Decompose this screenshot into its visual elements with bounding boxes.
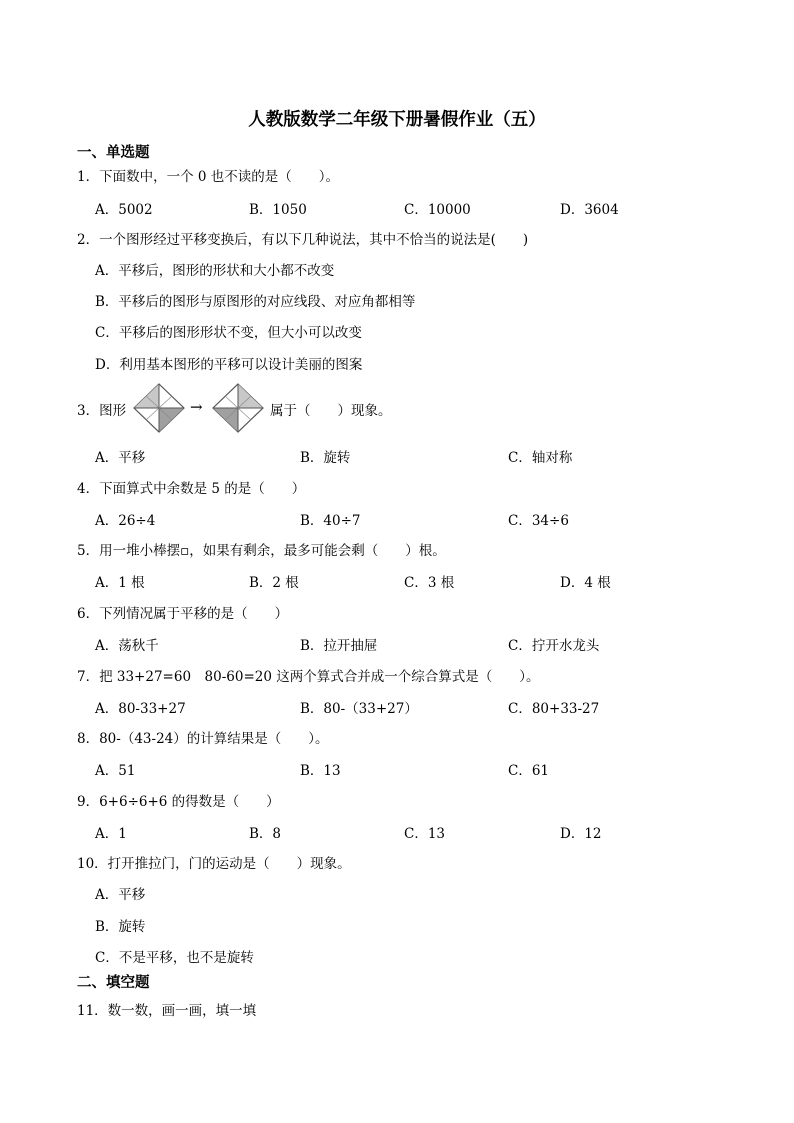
- q3-option-b: B．旋转: [300, 450, 351, 466]
- question-8: 8．80-（43-24）的计算结果是（ ）。: [77, 731, 329, 747]
- q2-option-c: C．平移后的图形形状不变，但大小可以改变: [95, 325, 362, 341]
- arrow-icon: →: [190, 398, 203, 416]
- question-10: 10．打开推拉门，门的运动是（ ）现象。: [77, 856, 351, 872]
- question-7: 7．把 33+27=60 80-60=20 这两个算式合并成一个综合算式是（ ）。: [77, 669, 540, 685]
- q10-option-c: C．不是平移，也不是旋转: [95, 950, 254, 966]
- q7-option-a: A．80-33+27: [95, 701, 186, 717]
- q9-option-c: C．13: [404, 826, 446, 842]
- q7-option-b: B．80-（33+27）: [300, 701, 418, 717]
- q6-option-b: B．拉开抽屉: [300, 638, 378, 654]
- q1-option-d: D．3604: [560, 202, 619, 218]
- question-1: 1．下面数中，一个 0 也不读的是（ ）。: [77, 169, 340, 185]
- q5-option-d: D．4 根: [560, 575, 611, 591]
- diamond-figure-result: [212, 383, 264, 433]
- q2-option-d: D．利用基本图形的平移可以设计美丽的图案: [95, 357, 363, 373]
- q10-option-b: B．旋转: [95, 919, 146, 935]
- question-4: 4．下面算式中余数是 5 的是（ ）: [77, 481, 306, 497]
- q5-option-c: C．3 根: [404, 575, 455, 591]
- q3-option-c: C．轴对称: [508, 450, 573, 466]
- q6-option-c: C．拧开水龙头: [508, 638, 600, 654]
- q5-option-b: B．2 根: [249, 575, 299, 591]
- q5-option-a: A．1 根: [95, 575, 145, 591]
- q1-option-c: C．10000: [404, 202, 471, 218]
- q4-option-c: C．34÷6: [508, 513, 569, 529]
- q9-option-a: A．1: [95, 826, 127, 842]
- q8-option-c: C．61: [508, 763, 550, 779]
- page-title: 人教版数学二年级下册暑假作业（五）: [248, 110, 546, 130]
- question-5: 5．用一堆小棒摆▫，如果有剩余，最多可能会剩（ ）根。: [77, 543, 446, 559]
- q4-option-a: A．26÷4: [95, 513, 156, 529]
- question-6: 6．下列情况属于平移的是（ ）: [77, 606, 289, 622]
- q9-option-d: D．12: [560, 826, 602, 842]
- q7-option-c: C．80+33-27: [508, 701, 600, 717]
- q10-option-a: A．平移: [95, 887, 146, 903]
- q8-option-b: B．13: [300, 763, 341, 779]
- question-3-suffix: 属于（ ）现象。: [270, 403, 392, 419]
- question-11: 11．数一数，画一画，填一填: [77, 1003, 257, 1019]
- q1-option-b: B．1050: [249, 202, 307, 218]
- question-9: 9．6+6÷6+6 的得数是（ ）: [77, 794, 280, 810]
- question-3-prefix: 3．图形: [77, 403, 127, 419]
- q1-option-a: A．5002: [95, 202, 153, 218]
- q6-option-a: A．荡秋千: [95, 638, 159, 654]
- q3-option-a: A．平移: [95, 450, 146, 466]
- diamond-figure-original: [133, 383, 185, 433]
- q4-option-b: B．40÷7: [300, 513, 361, 529]
- q9-option-b: B．8: [249, 826, 282, 842]
- section-heading-single-choice: 一、单选题: [77, 145, 150, 161]
- q2-option-a: A．平移后，图形的形状和大小都不改变: [95, 263, 335, 279]
- section-heading-fill-blank: 二、填空题: [77, 975, 150, 991]
- q2-option-b: B．平移后的图形与原图形的对应线段、对应角都相等: [95, 294, 416, 310]
- q8-option-a: A．51: [95, 763, 136, 779]
- question-2: 2．一个图形经过平移变换后，有以下几种说法，其中不恰当的说法是( ): [77, 232, 529, 248]
